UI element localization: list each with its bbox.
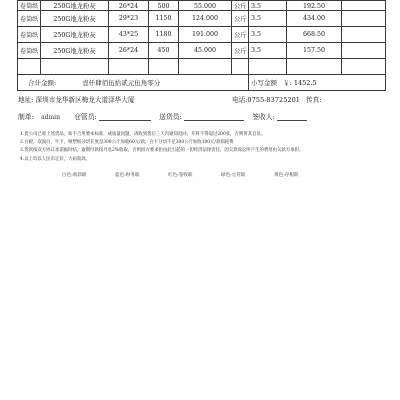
table-row [18, 43, 386, 59]
copy-white: 白色:收款联 [62, 173, 87, 178]
copy-blue: 蓝色:财务联 [115, 173, 140, 178]
row-weight: 55.000 [179, 1, 232, 11]
row-spec: 250G地龙粉灰 [41, 1, 109, 11]
warehouse-signature-field[interactable] [99, 112, 151, 121]
row-qty: 450 [149, 43, 179, 59]
row-size: 43*25 [109, 27, 149, 43]
row-size: 26*24 [109, 1, 149, 11]
small-amount-label: 小写金额 [251, 79, 277, 87]
copy-green: 绿色:仓管联 [221, 173, 246, 178]
row-qty: 500 [149, 1, 179, 11]
total-words-cell [18, 75, 249, 91]
row-weight: 191.000 [179, 27, 232, 43]
row-blank [342, 1, 386, 11]
delivery-signature-field[interactable] [184, 112, 244, 121]
row-weight: 45.000 [179, 43, 232, 59]
note-item: 1.贵公司已收上述货品，如不合用要本标准，或质量问题，请收到货后三天内通知退回，开料不得超过200张，否则将其自负。 [20, 132, 266, 137]
copy-color-legend [62, 172, 362, 178]
total-small-cell [249, 75, 386, 91]
row-blank [342, 11, 386, 27]
delivery-label: 送货员: [159, 113, 182, 121]
row-amount: 157.50 [287, 43, 342, 59]
copy-yellow: 黄色:存根联 [274, 173, 299, 178]
maker-label: 制单: [18, 113, 34, 121]
company-phone: 电话:0755-83725201 [232, 96, 300, 104]
row-name: 卷筒纸 [18, 11, 41, 27]
row-blank [342, 27, 386, 43]
copy-red: 红色:签收联 [168, 173, 193, 178]
note-item: 2.白板、双面白、牛卡、哑塑纸分切长度是300公斤加收60元/款，白卡分切不足300公斤加收100元/款损耗费 [20, 140, 234, 146]
receiver-signature-field[interactable] [277, 112, 307, 121]
table-row-empty [18, 59, 386, 75]
row-price: 3.5 [249, 27, 287, 43]
row-name: 卷筒纸 [18, 27, 41, 43]
row-unit: 公斤 [232, 27, 249, 43]
row-qty: 1180 [149, 27, 179, 43]
items-table-wrapper [17, 0, 385, 91]
row-size: 29*23 [109, 11, 149, 27]
row-name: 卷筒纸 [18, 1, 41, 11]
row-amount: 668.50 [287, 27, 342, 43]
row-spec: 250G地龙粉灰 [41, 11, 109, 27]
row-price: 3.5 [249, 43, 287, 59]
warehouse-label: 仓管员: [74, 113, 97, 121]
row-price: 3.5 [249, 1, 287, 11]
total-label: 合计金额: [28, 79, 57, 87]
signature-line [18, 111, 307, 121]
row-weight: 124.000 [179, 11, 232, 27]
row-name: 卷筒纸 [18, 43, 41, 59]
company-fax: 传真: [306, 96, 322, 104]
table-row [18, 27, 386, 43]
maker-value: admin [41, 114, 60, 121]
phone-fax-group [232, 94, 322, 104]
receiver-label: 签收人: [252, 113, 275, 121]
row-size: 26*24 [109, 43, 149, 59]
row-amount: 192.50 [287, 1, 342, 11]
total-amount-words: 壹仟肆佰伍拾贰元伍角零分 [82, 79, 161, 87]
note-item: 3.货款按双方协议承诺据时结，逾期付款按月息2%收取，否则因方要求拒由此引起的一切经济法律责任，因欠款诉讼所产生的费用由欠款方承担。 [20, 148, 304, 154]
row-spec: 250G地龙粉灰 [41, 43, 109, 59]
row-qty: 1150 [149, 11, 179, 27]
company-address: 地址: 深圳市龙华新区梅龙大道泽华大厦 [18, 96, 135, 104]
row-amount: 434.00 [287, 11, 342, 27]
row-blank [342, 43, 386, 59]
total-row [18, 75, 386, 91]
row-unit: 公斤 [232, 43, 249, 59]
items-table [17, 0, 386, 91]
note-item: 4.以上均以人民币定价，大码收款。 [20, 156, 91, 162]
table-row [18, 11, 386, 27]
row-unit: 公斤 [232, 11, 249, 27]
row-price: 3.5 [249, 11, 287, 27]
terms-notes [20, 131, 380, 164]
table-row [18, 1, 386, 11]
small-amount-value: ￥: 1452.5 [283, 79, 317, 87]
row-spec: 250G地龙粉灰 [41, 27, 109, 43]
row-unit: 公斤 [232, 1, 249, 11]
company-contact-line [18, 94, 382, 104]
